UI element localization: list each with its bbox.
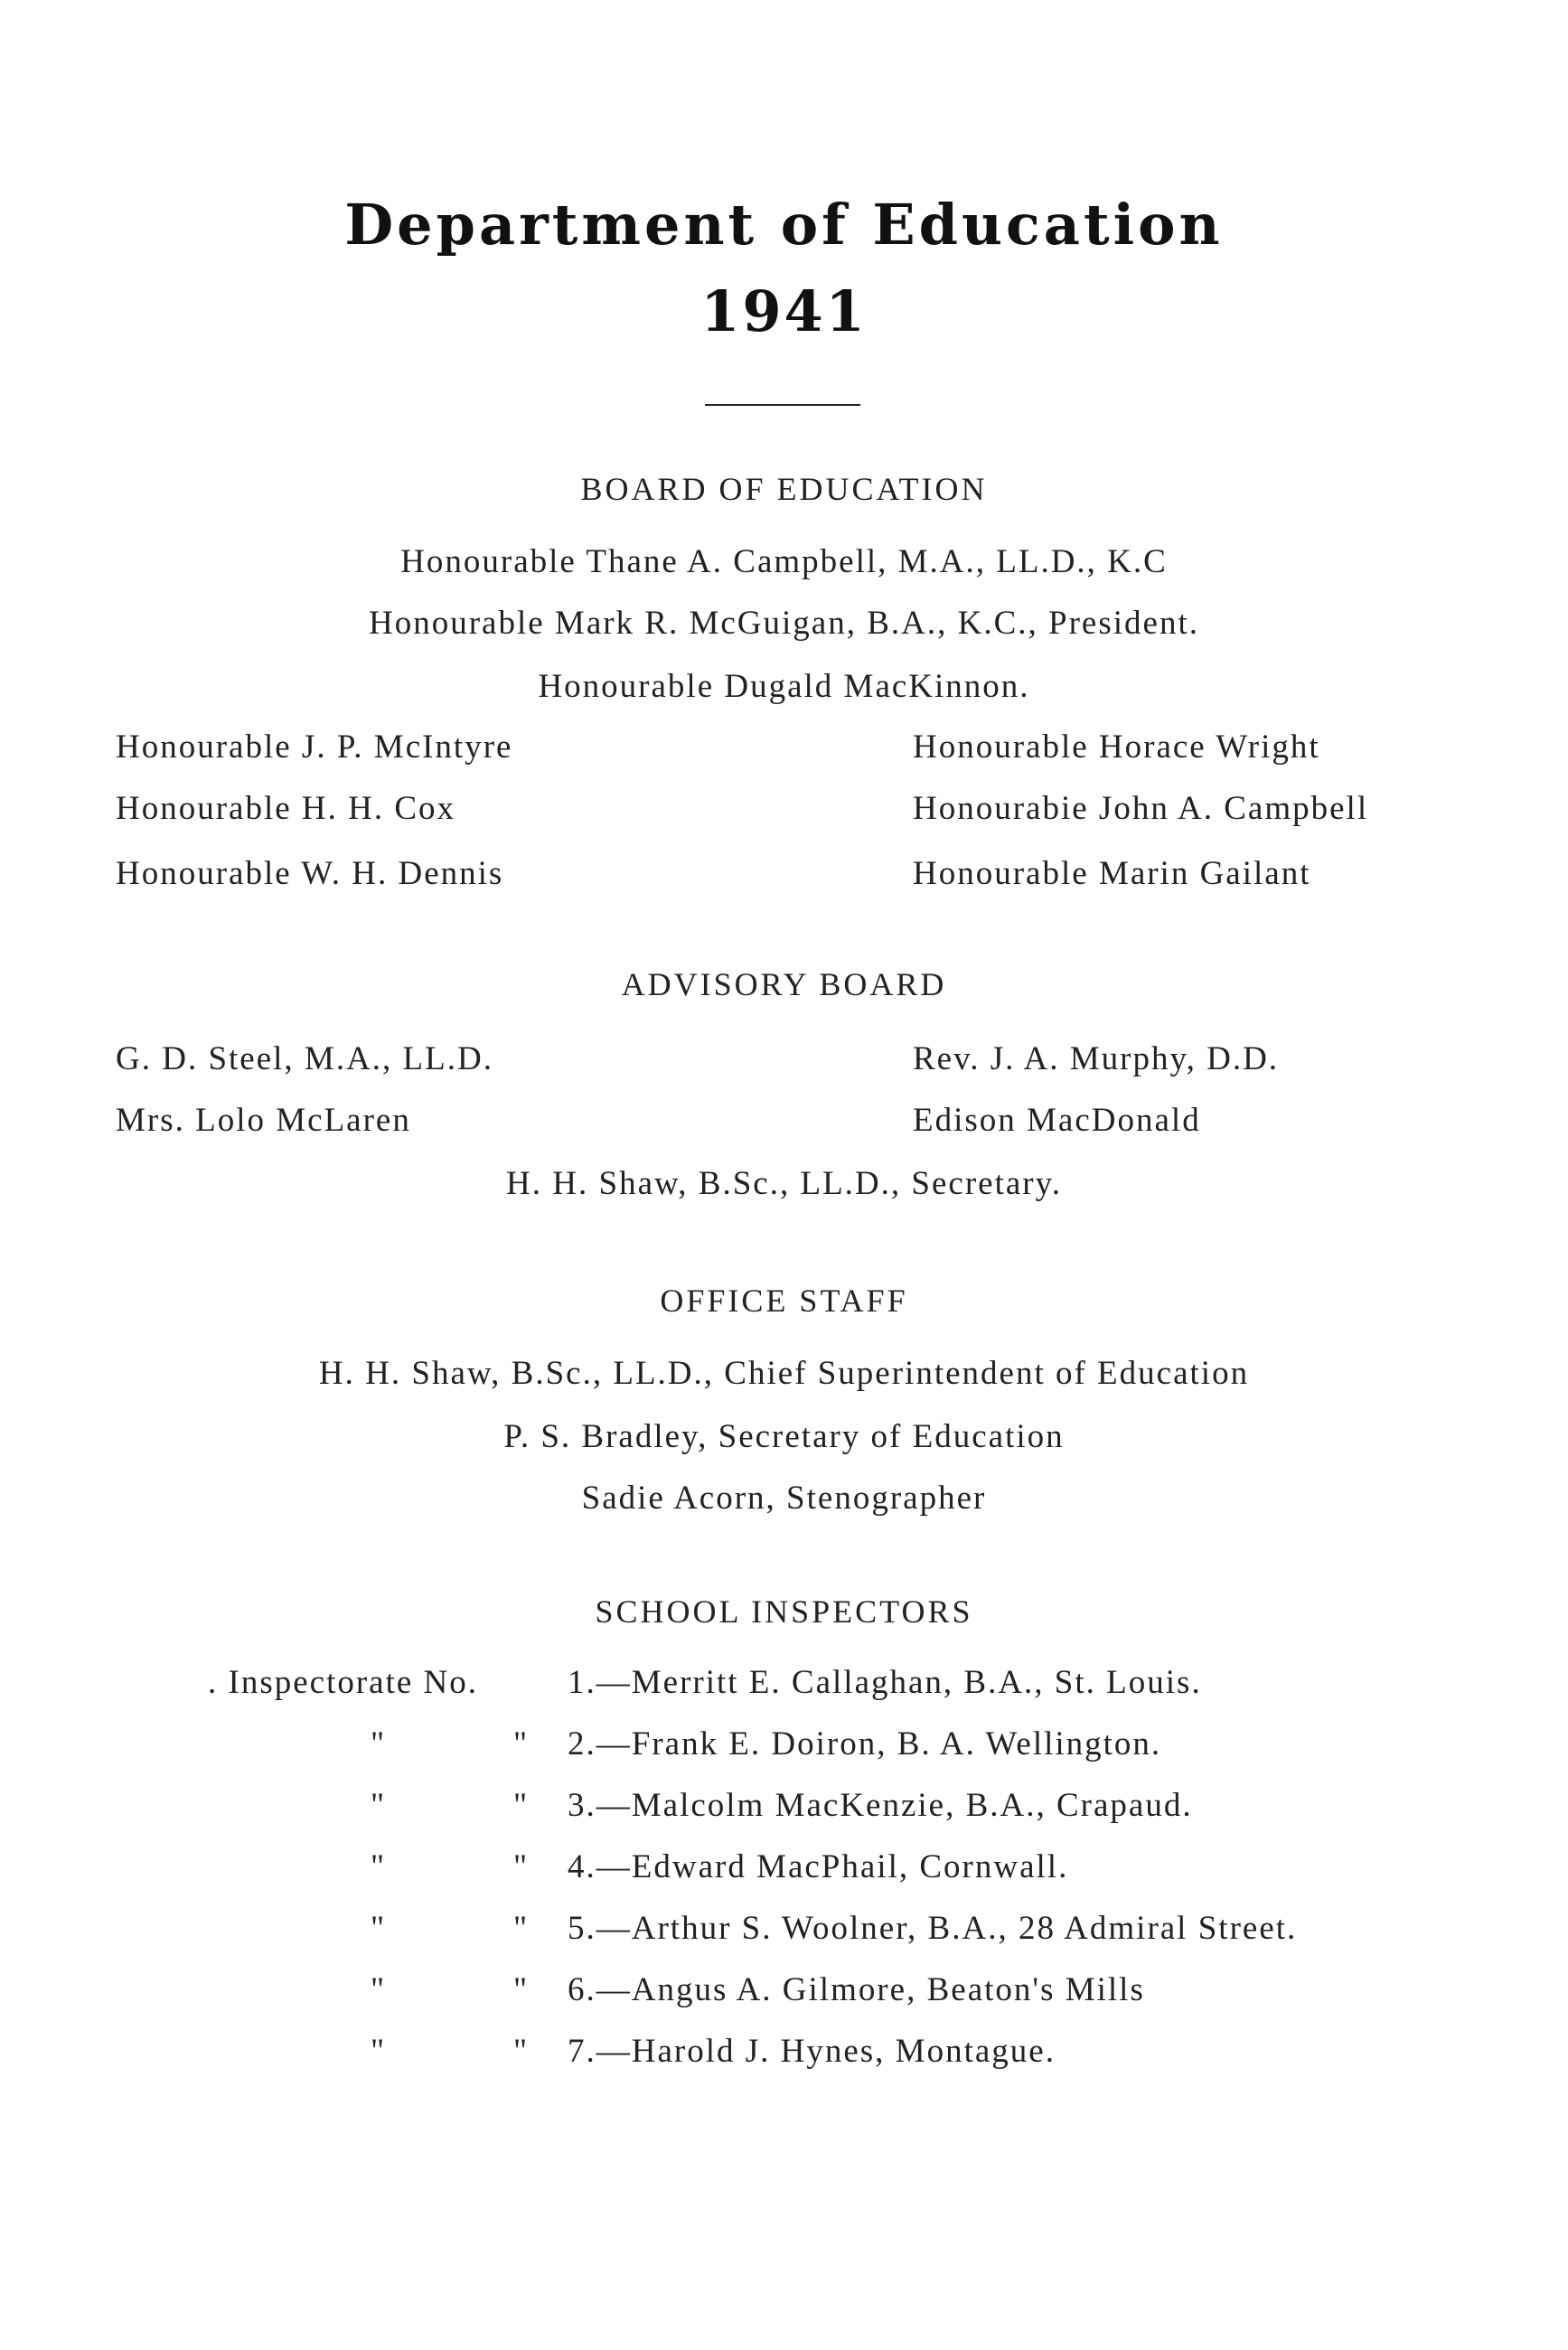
advisory-member-left: Mrs. Lolo McLaren xyxy=(116,1102,411,1139)
inspector-entry: 1.—Merritt E. Callaghan, B.A., St. Louis. xyxy=(568,1664,1202,1701)
advisory-secretary: H. H. Shaw, B.Sc., LL.D., Secretary. xyxy=(506,1165,1062,1202)
advisory-member-right: Rev. J. A. Murphy, D.D. xyxy=(913,1040,1280,1077)
title-divider xyxy=(705,404,860,406)
board-member-left: Honourable J. P. McIntyre xyxy=(116,728,513,766)
board-member-left: Honourable W. H. Dennis xyxy=(116,855,504,892)
inspector-row xyxy=(0,1909,1568,1954)
ditto-mark: " xyxy=(371,1910,387,1947)
board-member-centered: Honourable Thane A. Campbell, M.A., LL.D., K.C xyxy=(400,543,1168,580)
advisory-board-heading: ADVISORY BOARD xyxy=(621,966,947,1002)
inspector-entry: 6.—Angus A. Gilmore, Beaton's Mills xyxy=(568,1971,1145,2008)
inspector-row xyxy=(0,1663,1568,1708)
ditto-mark: " xyxy=(513,1910,530,1947)
office-staff-heading: OFFICE STAFF xyxy=(660,1283,908,1319)
office-staff-line: P. S. Bradley, Secretary of Education xyxy=(503,1418,1065,1455)
ditto-mark: " xyxy=(513,1725,530,1762)
inspector-row xyxy=(0,2032,1568,2077)
inspector-entry: 3.—Malcolm MacKenzie, B.A., Crapaud. xyxy=(568,1787,1193,1824)
ditto-mark: " xyxy=(513,1848,530,1885)
inspector-row xyxy=(0,1786,1568,1831)
board-member-right: Honourable Horace Wright xyxy=(913,728,1320,766)
ditto-mark: " xyxy=(371,1725,387,1762)
page-year: 1941 xyxy=(700,278,868,344)
inspector-row xyxy=(0,1725,1568,1770)
inspector-entry: 2.—Frank E. Doiron, B. A. Wellington. xyxy=(568,1725,1162,1762)
board-member-centered: Honourable Dugald MacKinnon. xyxy=(538,668,1030,705)
office-staff-line: H. H. Shaw, B.Sc., LL.D., Chief Superintendent of Education xyxy=(318,1355,1250,1392)
board-member-left: Honourable H. H. Cox xyxy=(116,790,456,827)
inspector-entry: 5.—Arthur S. Woolner, B.A., 28 Admiral Street. xyxy=(568,1910,1298,1947)
ditto-mark: " xyxy=(513,1971,530,2008)
ditto-mark: " xyxy=(371,1848,387,1885)
ditto-mark: " xyxy=(513,1787,530,1824)
inspector-row xyxy=(0,1847,1568,1893)
ditto-mark: " xyxy=(371,1787,387,1824)
office-staff-line: Sadie Acorn, Stenographer xyxy=(581,1480,987,1517)
advisory-member-left: G. D. Steel, M.A., LL.D. xyxy=(116,1040,493,1077)
advisory-member-right: Edison MacDonald xyxy=(913,1102,1201,1139)
inspector-row xyxy=(0,1970,1568,2016)
board-member-right: Honourable Marin Gailant xyxy=(913,855,1311,892)
page-title: Department of Education xyxy=(344,192,1224,258)
board-of-education-heading: BOARD OF EDUCATION xyxy=(580,471,988,507)
inspectorate-label: . Inspectorate No. xyxy=(208,1664,479,1701)
board-member-centered: Honourable Mark R. McGuigan, B.A., K.C., President. xyxy=(369,605,1199,642)
inspector-entry: 4.—Edward MacPhail, Cornwall. xyxy=(568,1848,1069,1885)
inspector-entry: 7.—Harold J. Hynes, Montague. xyxy=(568,2033,1056,2070)
school-inspectors-heading: SCHOOL INSPECTORS xyxy=(595,1593,973,1630)
ditto-mark: " xyxy=(371,1971,387,2008)
ditto-mark: " xyxy=(371,2033,387,2070)
ditto-mark: " xyxy=(513,2033,530,2070)
board-member-right: Honourabie John A. Campbell xyxy=(913,790,1369,827)
